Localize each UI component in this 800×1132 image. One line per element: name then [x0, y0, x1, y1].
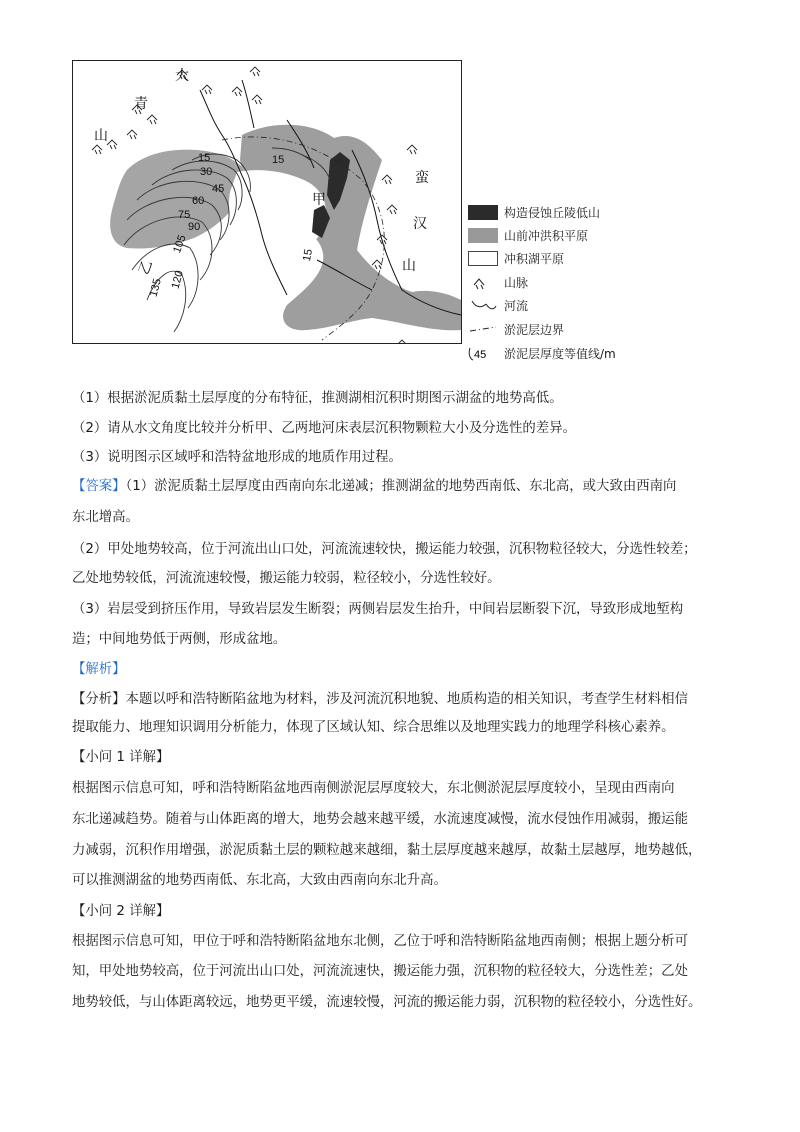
swatch-gray [468, 228, 498, 243]
legend-label: 构造侵蚀丘陵低山 [504, 205, 601, 220]
legend-item [468, 203, 600, 221]
legend-item [468, 296, 528, 314]
contour-label: 30 [200, 166, 213, 178]
q2-line-2: 知，甲处地势较高，位于河流出山口处，河流流速快，搬运能力强，沉积物的粒径较大，分选性差；乙处 [72, 964, 688, 979]
isoline-value: 45 [474, 348, 487, 361]
river-icon [468, 298, 498, 313]
q2-line-3: 地势较低，与山体距离较远，地势更平缓，流速较慢，河流的搬运能力弱，沉积物的粒径较小，分选性好。 [72, 995, 702, 1010]
answer-1-line-2: 东北增高。 [72, 510, 139, 525]
legend-label: 冲积湖平原 [504, 251, 565, 266]
fenxi-line-2: 提取能力、地理知识调用分析能力，体现了区域认知、综合思维以及地理实践力的地理学科核心素养。 [72, 720, 675, 735]
q1-line-1: 根据图示信息可知，呼和浩特断陷盆地西南侧淤泥层厚度较大，东北侧淤泥层厚度较小，呈现由西南向 [72, 781, 675, 796]
answer-tag: 【答案】 [72, 479, 126, 494]
legend-item [468, 249, 564, 267]
contour-label: 15 [198, 152, 211, 164]
q1-line-3: 力减弱，沉积作用增强，淤泥质黏土层的颗粒越来越细，黏土层厚度越来越厚，故黏土层越厚，地势越低， [72, 843, 702, 858]
contour-label: 135 [147, 277, 164, 299]
legend-label: 淤泥层厚度等值线/m [504, 346, 616, 361]
mountain-icon [468, 275, 498, 290]
label-man: 蛮 [415, 171, 429, 186]
legend-item [468, 344, 616, 362]
contour-label: 15 [301, 248, 315, 263]
legend-item [468, 320, 564, 338]
q2-title: 【小问 2 详解】 [72, 904, 170, 919]
fenxi-line-1: 【分析】本题以呼和浩特断陷盆地为材料，涉及河流沉积地貌、地质构造的相关知识，考查学生材料相信 [72, 692, 688, 707]
legend-item [468, 226, 588, 244]
isoline-icon [468, 346, 498, 361]
q1-line-4: 可以推测湖盆的地势西南低、东北高，大致由西南向东北升高。 [72, 873, 447, 888]
contour-label: 105 [171, 233, 189, 255]
question-3: （3）说明图示区域呼和浩特盆地形成的地质作用过程。 [72, 450, 402, 465]
geology-map [72, 60, 462, 344]
label-shan2: 山 [402, 259, 416, 274]
answer-2-line-2: 乙处地势较低，河流流速较慢，搬运能力较弱，粒径较小，分选性较好。 [72, 571, 501, 586]
label-yi: 乙 [136, 258, 156, 277]
answer-2-line-1: （2）甲处地势较高，位于河流出山口处，河流流速较快，搬运能力较强，沉积物粒径较大，分选性较差； [72, 542, 697, 557]
legend-label: 山脉 [504, 275, 529, 290]
contour-label: 15 [272, 154, 285, 166]
swatch-white [468, 251, 498, 266]
label-da: 大 [175, 69, 189, 84]
label-shan1: 山 [94, 129, 108, 144]
contour-label: 90 [188, 221, 201, 233]
question-2: （2）请从水文角度比较并分析甲、乙两地河床表层沉积物颗粒大小及分选性的差异。 [72, 421, 576, 436]
contour-label: 120 [169, 269, 186, 291]
q2-line-1: 根据图示信息可知，甲位于呼和浩特断陷盆地东北侧，乙位于呼和浩特断陷盆地西南侧；根据上题分析可 [72, 934, 688, 949]
answer-3-line-2: 造；中间地势低于两侧，形成盆地。 [72, 632, 287, 647]
q1-title: 【小问 1 详解】 [72, 750, 170, 765]
answer-3-line-1: （3）岩层受到挤压作用，导致岩层发生断裂；两侧岩层发生抬升，中间岩层断裂下沉，导致形成地堑构 [72, 602, 684, 617]
boundary-icon [468, 322, 498, 337]
legend-item [468, 273, 528, 291]
legend-label: 山前冲洪积平原 [504, 228, 589, 243]
label-han: 汉 [413, 217, 427, 232]
q1-line-2: 东北递减趋势。随着与山体距离的增大，地势会越来越平缓，水流速度减慢，流水侵蚀作用减弱，搬运能 [72, 812, 688, 827]
contour-label: 75 [178, 209, 191, 221]
legend-label: 淤泥层边界 [504, 322, 565, 337]
question-1: （1）根据淤泥质黏土层厚度的分布特征，推测湖相沉积时期图示湖盆的地势高低。 [72, 391, 563, 406]
swatch-dark [468, 205, 498, 220]
label-jia: 甲 [312, 193, 326, 208]
answer-1-line-1 [72, 475, 676, 494]
contour-label: 45 [212, 183, 225, 195]
contour-label: 60 [192, 195, 205, 207]
analysis-tag: 【解析】 [72, 662, 126, 677]
label-qing: 青 [134, 97, 148, 112]
answer-1-text: （1）淤泥质黏土层厚度由西南向东北递减；推测湖盆的地势西南低、东北高，或大致由西南向 [125, 479, 677, 494]
legend-label: 河流 [504, 298, 529, 313]
